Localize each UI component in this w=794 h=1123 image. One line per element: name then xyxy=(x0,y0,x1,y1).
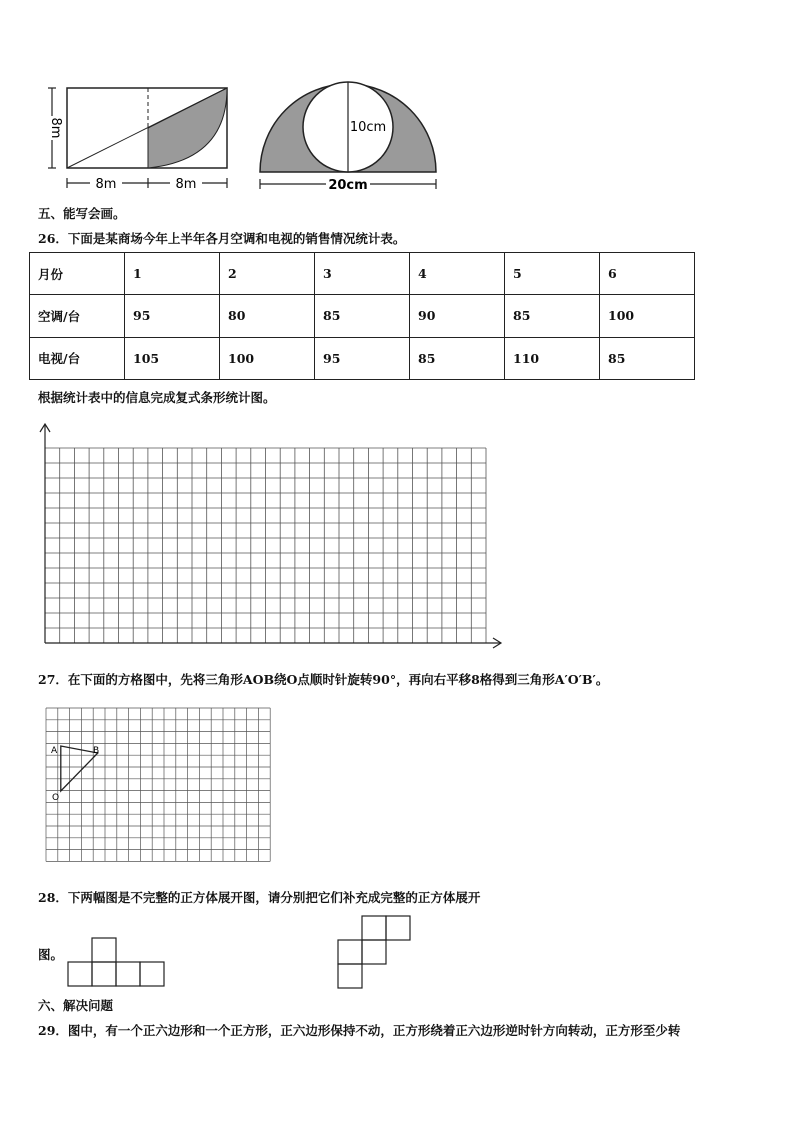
section-5-heading: 五、能写会画。 xyxy=(38,206,126,221)
point-b-label: B xyxy=(93,746,100,756)
table-cell: 3 xyxy=(315,253,410,295)
rect-side-label: 8m xyxy=(48,117,63,139)
table-cell: 4 xyxy=(410,253,505,295)
table-cell: 85 xyxy=(410,337,505,379)
table-row xyxy=(30,253,695,295)
sales-table xyxy=(29,252,695,380)
point-a-label: A xyxy=(51,746,58,756)
q28-text-cont: 图。 xyxy=(38,947,64,962)
q28-text: 28．下两幅图是不完整的正方体展开图，请分别把它们补充成完整的正方体展开 xyxy=(38,890,481,905)
bar-chart-grid xyxy=(34,420,506,652)
semicircle-figure xyxy=(250,78,450,195)
rectangle-figure xyxy=(40,80,240,195)
table-cell: 90 xyxy=(410,295,505,337)
table-row xyxy=(30,337,695,379)
q27-text: 27．在下面的方格图中，先将三角形AOB绕O点顺时针旋转90°，再向右平移8格得到三角形A′O′B′。 xyxy=(38,672,609,687)
table-cell: 85 xyxy=(600,337,695,379)
table-cell: 80 xyxy=(220,295,315,337)
table-cell: 85 xyxy=(505,295,600,337)
table-cell: 85 xyxy=(315,295,410,337)
q26-instruction: 根据统计表中的信息完成复式条形统计图。 xyxy=(38,390,276,405)
table-cell: 100 xyxy=(600,295,695,337)
rect-bottom-left-label: 8m xyxy=(95,177,117,192)
rotation-grid xyxy=(38,700,274,866)
table-cell: 月份 xyxy=(30,253,125,295)
semicircle-base-label: 20cm xyxy=(328,178,368,193)
table-cell: 100 xyxy=(220,337,315,379)
q29-text: 29．图中，有一个正六边形和一个正方形，正六边形保持不动，正方形绕着正六边形逆时针方向转动，正方形至少转 xyxy=(38,1023,681,1038)
cube-net-right xyxy=(336,914,414,992)
cube-net-left xyxy=(66,936,168,990)
table-cell: 空调/台 xyxy=(30,295,125,337)
table-cell: 105 xyxy=(125,337,220,379)
semicircle-inner-label: 10cm xyxy=(349,120,387,135)
table-cell: 110 xyxy=(505,337,600,379)
table-cell: 1 xyxy=(125,253,220,295)
table-cell: 6 xyxy=(600,253,695,295)
table-cell: 2 xyxy=(220,253,315,295)
rect-bottom-right-label: 8m xyxy=(175,177,197,192)
table-cell: 95 xyxy=(315,337,410,379)
section-6-heading: 六、解决问题 xyxy=(38,998,114,1013)
point-o-label: O xyxy=(52,793,60,803)
table-cell: 5 xyxy=(505,253,600,295)
table-row xyxy=(30,295,695,337)
table-cell: 电视/台 xyxy=(30,337,125,379)
table-cell: 95 xyxy=(125,295,220,337)
q26-text: 26．下面是某商场今年上半年各月空调和电视的销售情况统计表。 xyxy=(38,231,406,246)
